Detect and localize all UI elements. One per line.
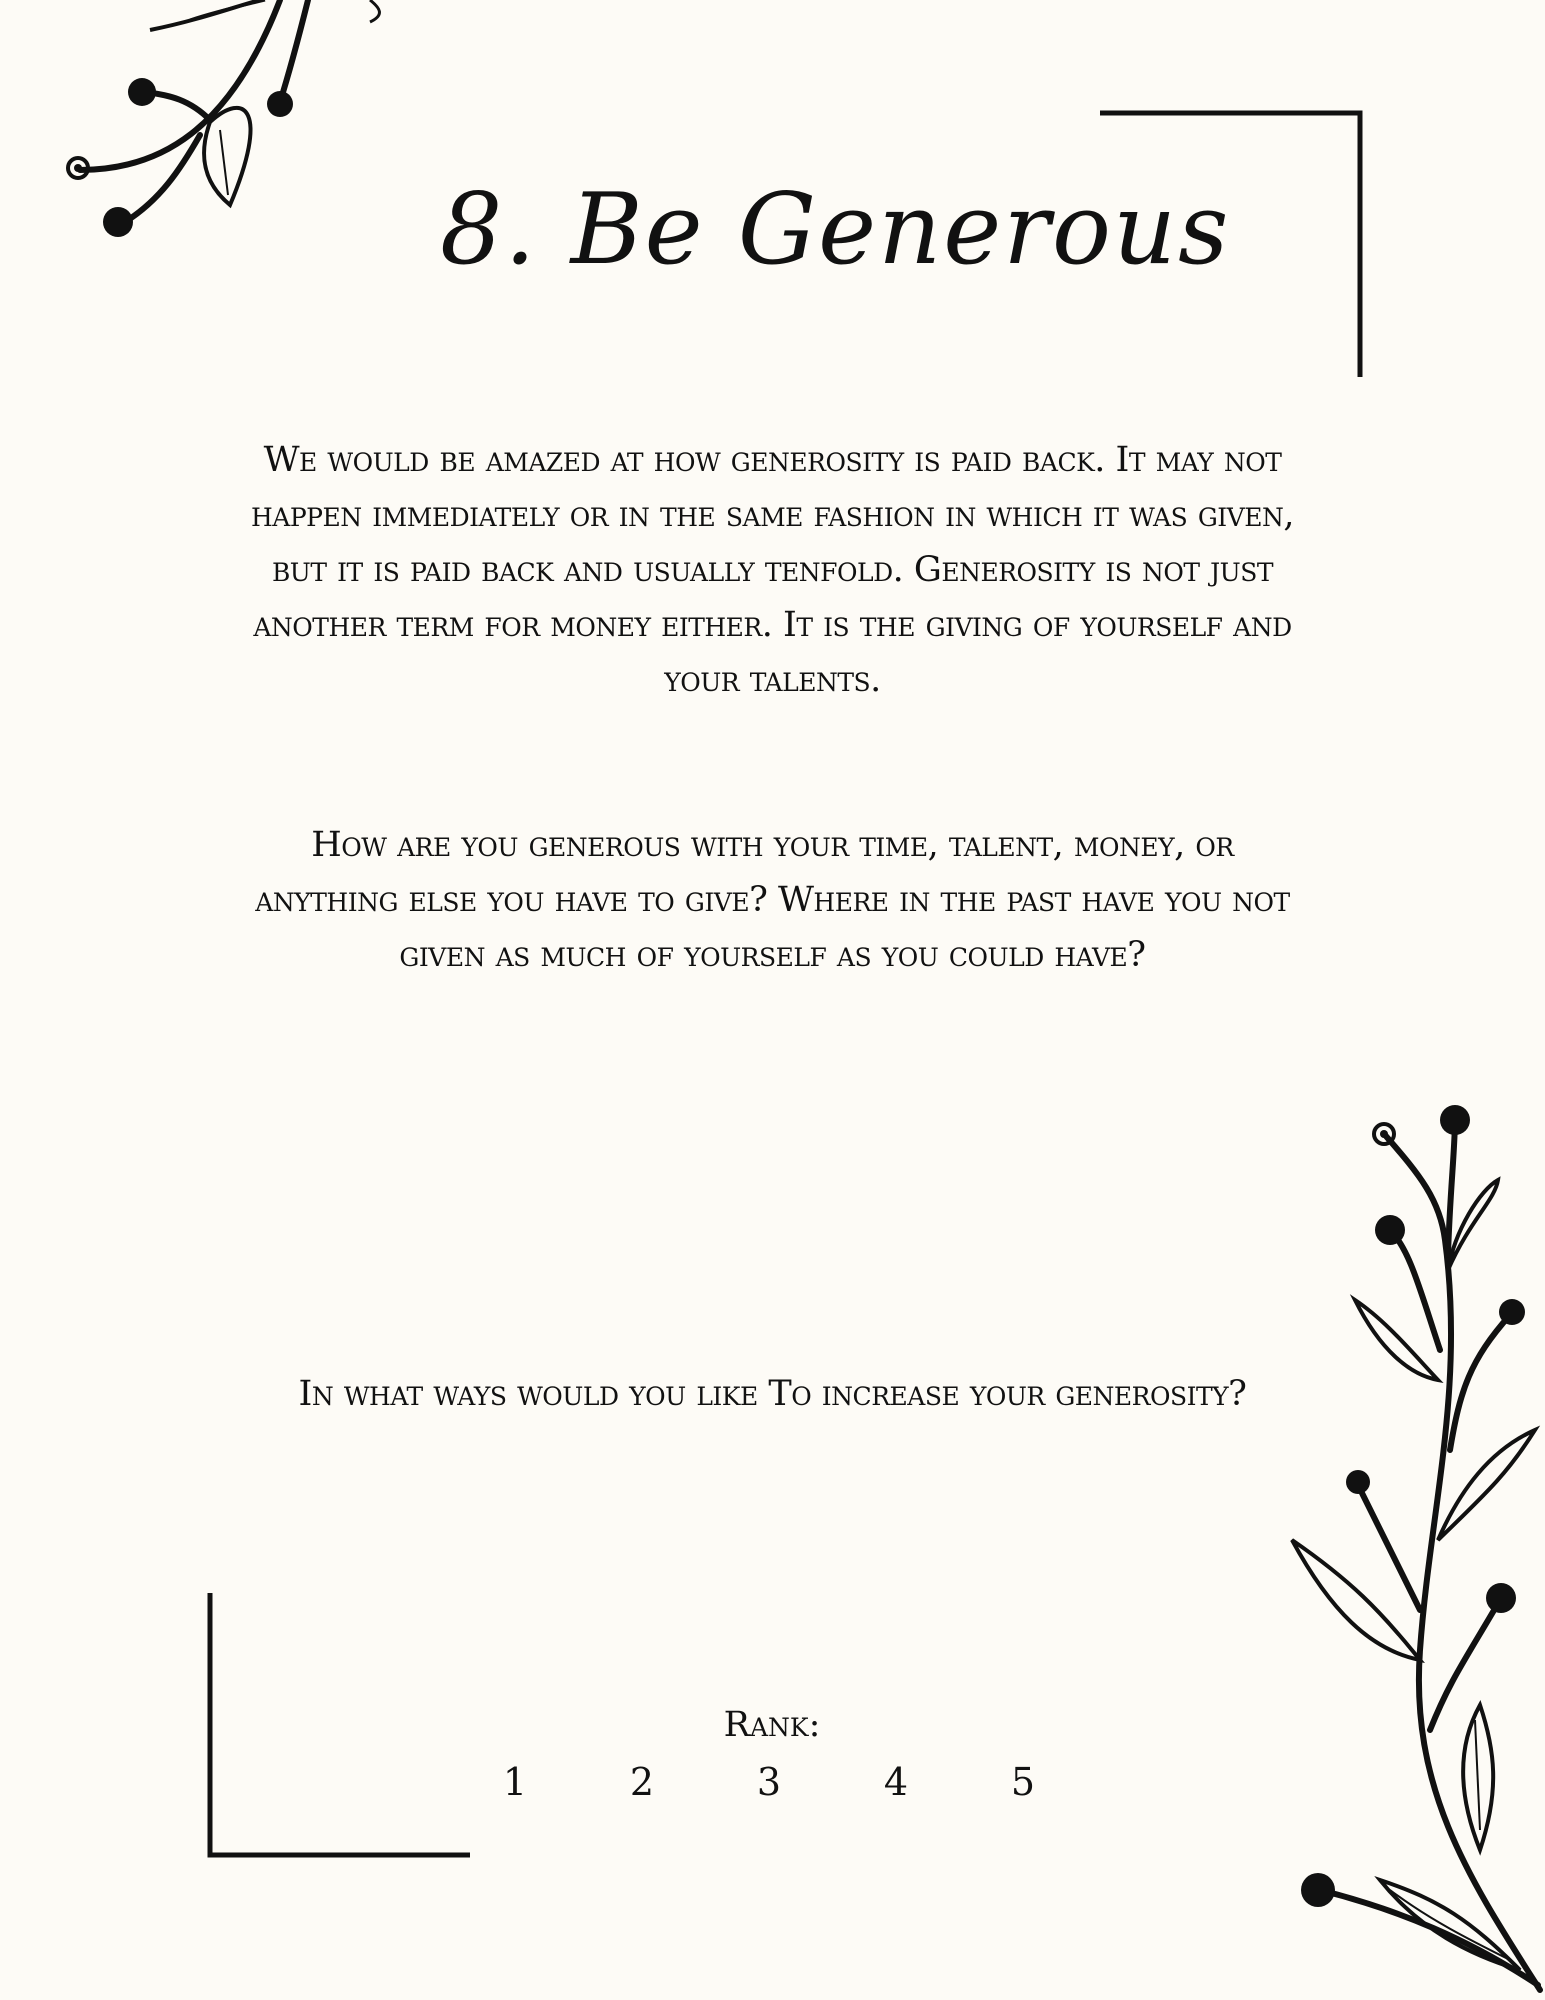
rank-option-3[interactable]: 3: [739, 1752, 799, 1812]
intro-paragraph: We would be amazed at how generosity is paid back. It may not happen immediately or in the same fashion in which it was given, but it is paid back and usually tenfold. Generosity is not just another term for money either. It is the giving of yourself and your talents.: [251, 440, 1294, 700]
corner-bracket-bottom-left: [205, 1590, 475, 1860]
rank-scale: [470, 1752, 1070, 1812]
rank-option-1[interactable]: 1: [485, 1752, 545, 1812]
increase-question: In what ways would you like To increase your generosity?: [298, 1374, 1247, 1414]
rank-label: Rank:: [723, 1705, 821, 1745]
botanical-branch-bottom-right-icon: [1270, 1090, 1545, 2000]
reflection-question: How are you generous with your time, talent, money, or anything else you have to give? Where in the past have you not given as much of yourself as you could have?: [255, 825, 1290, 975]
rank-option-2[interactable]: 2: [612, 1752, 672, 1812]
rank-option-4[interactable]: 4: [866, 1752, 926, 1812]
botanical-branch-top-left-icon: [50, 0, 390, 250]
rank-option-5[interactable]: 5: [993, 1752, 1053, 1812]
page-title: 8. Be Generous: [440, 173, 1231, 287]
